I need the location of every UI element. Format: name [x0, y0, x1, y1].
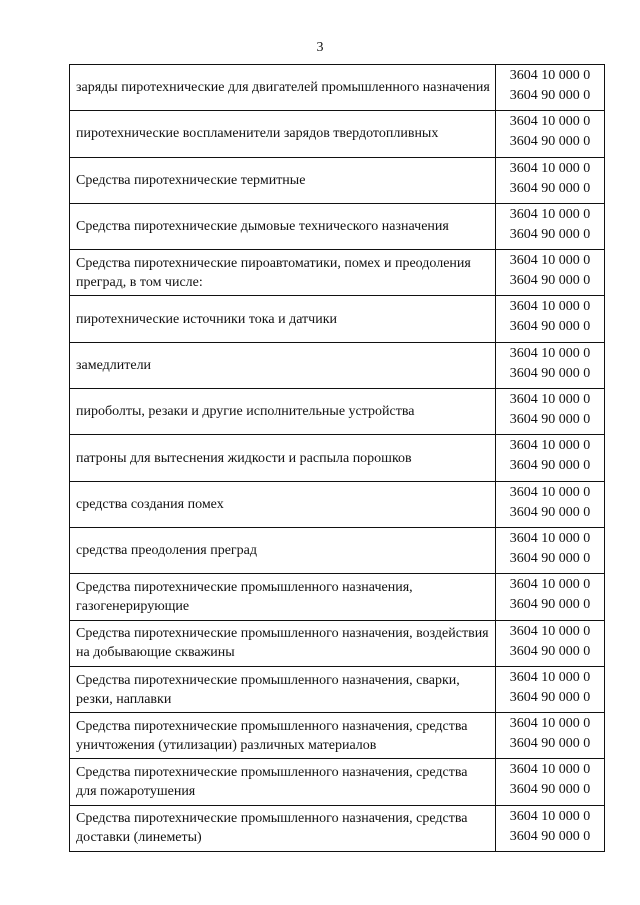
code-line: 3604 10 000 0 [509, 438, 591, 454]
product-name-cell: патроны для вытеснения жидкости и распыла порошков [70, 435, 496, 481]
code-line: 3604 90 000 0 [509, 550, 591, 566]
product-name-cell: Средства пиротехнические промышленного назначения, газогенерирующие [70, 574, 496, 620]
product-name-cell: пиротехнические воспламенители зарядов твердотопливных [70, 111, 496, 157]
code-line: 3604 90 000 0 [509, 134, 591, 150]
code-cell [496, 435, 605, 481]
table-row [70, 713, 605, 759]
code-line: 3604 90 000 0 [509, 365, 591, 381]
table-row [70, 111, 605, 157]
code-line: 3604 10 000 0 [509, 114, 591, 130]
code-line: 3604 10 000 0 [509, 669, 591, 685]
page-number: 3 [316, 40, 324, 55]
product-name-cell: Средства пиротехнические промышленного назначения, сварки, резки, наплавки [70, 666, 496, 712]
code-cell [496, 713, 605, 759]
table-row [70, 666, 605, 712]
code-line: 3604 10 000 0 [509, 484, 591, 500]
code-line: 3604 90 000 0 [509, 226, 591, 242]
code-cell [496, 111, 605, 157]
code-line: 3604 10 000 0 [509, 577, 591, 593]
code-line: 3604 10 000 0 [509, 530, 591, 546]
code-line: 3604 90 000 0 [509, 828, 591, 844]
product-name-cell: замедлители [70, 342, 496, 388]
code-cell [496, 805, 605, 851]
table-row [70, 203, 605, 249]
code-line: 3604 90 000 0 [509, 180, 591, 196]
table-body [70, 65, 605, 852]
code-line: 3604 90 000 0 [509, 643, 591, 659]
table-row [70, 527, 605, 573]
product-name-cell: Средства пиротехнические пироавтоматики, помех и преодоления преград, в том числе: [70, 250, 496, 296]
code-cell [496, 203, 605, 249]
code-cell [496, 389, 605, 435]
code-line: 3604 10 000 0 [509, 808, 591, 824]
code-cell [496, 666, 605, 712]
code-cell [496, 296, 605, 342]
product-name-cell: средства преодоления преград [70, 527, 496, 573]
table-row [70, 342, 605, 388]
table-row [70, 620, 605, 666]
code-cell [496, 620, 605, 666]
code-line: 3604 90 000 0 [509, 736, 591, 752]
code-cell [496, 759, 605, 805]
table-row [70, 389, 605, 435]
table-row [70, 805, 605, 851]
classification-table [69, 64, 605, 852]
code-line: 3604 90 000 0 [509, 782, 591, 798]
code-line: 3604 90 000 0 [509, 88, 591, 103]
code-line: 3604 10 000 0 [509, 762, 591, 778]
code-line: 3604 90 000 0 [509, 504, 591, 520]
code-line: 3604 90 000 0 [509, 273, 591, 289]
product-name-cell: Средства пиротехнические термитные [70, 157, 496, 203]
code-line: 3604 90 000 0 [509, 597, 591, 613]
code-cell [496, 342, 605, 388]
code-line: 3604 90 000 0 [509, 412, 591, 428]
code-line: 3604 10 000 0 [509, 345, 591, 361]
code-cell [496, 574, 605, 620]
product-name-cell: Средства пиротехнические промышленного назначения, средства уничтожения (утилизации) различных материалов [70, 713, 496, 759]
code-line: 3604 10 000 0 [509, 160, 591, 176]
code-line: 3604 90 000 0 [509, 319, 591, 335]
code-line: 3604 90 000 0 [509, 689, 591, 705]
table-row [70, 65, 605, 111]
code-line: 3604 10 000 0 [509, 392, 591, 408]
code-line: 3604 10 000 0 [509, 206, 591, 222]
code-line: 3604 10 000 0 [509, 623, 591, 639]
product-name-cell: средства создания помех [70, 481, 496, 527]
product-name-cell: Средства пиротехнические промышленного назначения, воздействия на добывающие скважины [70, 620, 496, 666]
table-row [70, 481, 605, 527]
table-row [70, 250, 605, 296]
product-name-cell: Средства пиротехнические дымовые технического назначения [70, 203, 496, 249]
code-cell [496, 527, 605, 573]
code-line: 3604 90 000 0 [509, 458, 591, 474]
code-cell [496, 65, 605, 111]
product-name-cell: заряды пиротехнические для двигателей промышленного назначения [70, 65, 496, 111]
code-cell [496, 157, 605, 203]
product-name-cell: Средства пиротехнические промышленного назначения, средства для пожаротушения [70, 759, 496, 805]
code-line: 3604 10 000 0 [509, 716, 591, 732]
table-row [70, 574, 605, 620]
code-line: 3604 10 000 0 [509, 299, 591, 315]
code-line: 3604 10 000 0 [509, 68, 591, 83]
product-name-cell: пироболты, резаки и другие исполнительные устройства [70, 389, 496, 435]
table-row [70, 435, 605, 481]
code-cell [496, 250, 605, 296]
table-row [70, 296, 605, 342]
product-name-cell: пиротехнические источники тока и датчики [70, 296, 496, 342]
table-row [70, 759, 605, 805]
code-line: 3604 10 000 0 [509, 253, 591, 269]
table-row [70, 157, 605, 203]
code-cell [496, 481, 605, 527]
product-name-cell: Средства пиротехнические промышленного назначения, средства доставки (линеметы) [70, 805, 496, 851]
